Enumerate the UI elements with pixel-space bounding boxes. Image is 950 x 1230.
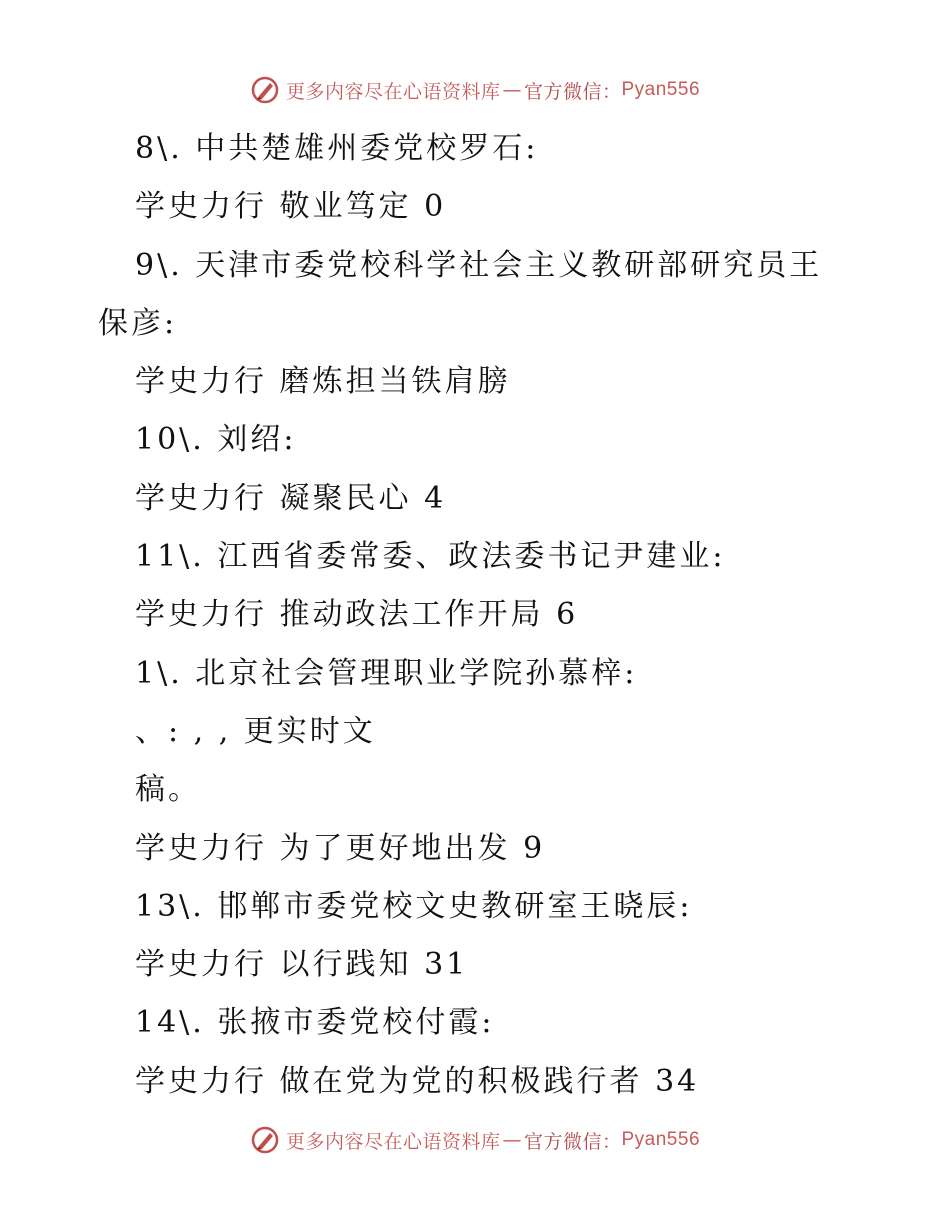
text-line: 、: , , 更实时文: [135, 713, 376, 749]
text-line: 学史力行 以行践知 31: [135, 947, 469, 983]
text-line: 学史力行 敬业笃定 0: [135, 189, 447, 225]
pen-logo-icon: [250, 1125, 280, 1155]
text-line: 8\. 中共楚雄州委党校罗石:: [135, 131, 539, 166]
text-line: 1\. 北京社会管理职业学院孙慕梓:: [135, 655, 638, 691]
text-line: 10\. 刘绍:: [135, 422, 297, 458]
watermark-text: 更多内容尽在心语资料库: [285, 80, 501, 103]
text-line: 13\. 邯郸市委党校文史教研室王晓辰:: [135, 888, 693, 924]
watermark-header: [0, 70, 950, 110]
watermark-wechat-id: Pyan556: [621, 1129, 701, 1150]
watermark-official-label: 官方微信：: [523, 80, 622, 103]
watermark-official-label: 官方微信：: [523, 1130, 622, 1153]
text-line: 保彦:: [98, 305, 178, 341]
watermark-text: 更多内容尽在心语资料库: [285, 1130, 501, 1153]
text-line: 学史力行 磨炼担当铁肩膀: [135, 364, 511, 400]
watermark-separator: —: [502, 1129, 522, 1151]
text-line: 学史力行 为了更好地出发 9: [135, 830, 546, 866]
text-line: 14\. 张掖市委党校付霞:: [135, 1005, 495, 1041]
watermark-footer: [0, 1120, 950, 1160]
text-line: 9\. 天津市委党校科学社会主义教研部研究员王: [135, 247, 823, 283]
text-line: 学史力行 推动政法工作开局 6: [135, 597, 579, 633]
text-line: 学史力行 做在党为党的积极践行者 34: [135, 1063, 700, 1099]
text-line: 学史力行 凝聚民心 4: [135, 480, 447, 516]
text-line: 11\. 江西省委常委、政法委书记尹建业:: [135, 539, 726, 575]
pen-logo-icon: [250, 75, 280, 105]
document-body: [0, 120, 950, 1111]
watermark-separator: —: [502, 79, 522, 101]
watermark-wechat-id: Pyan556: [621, 79, 701, 100]
text-line: 稿。: [135, 772, 201, 808]
